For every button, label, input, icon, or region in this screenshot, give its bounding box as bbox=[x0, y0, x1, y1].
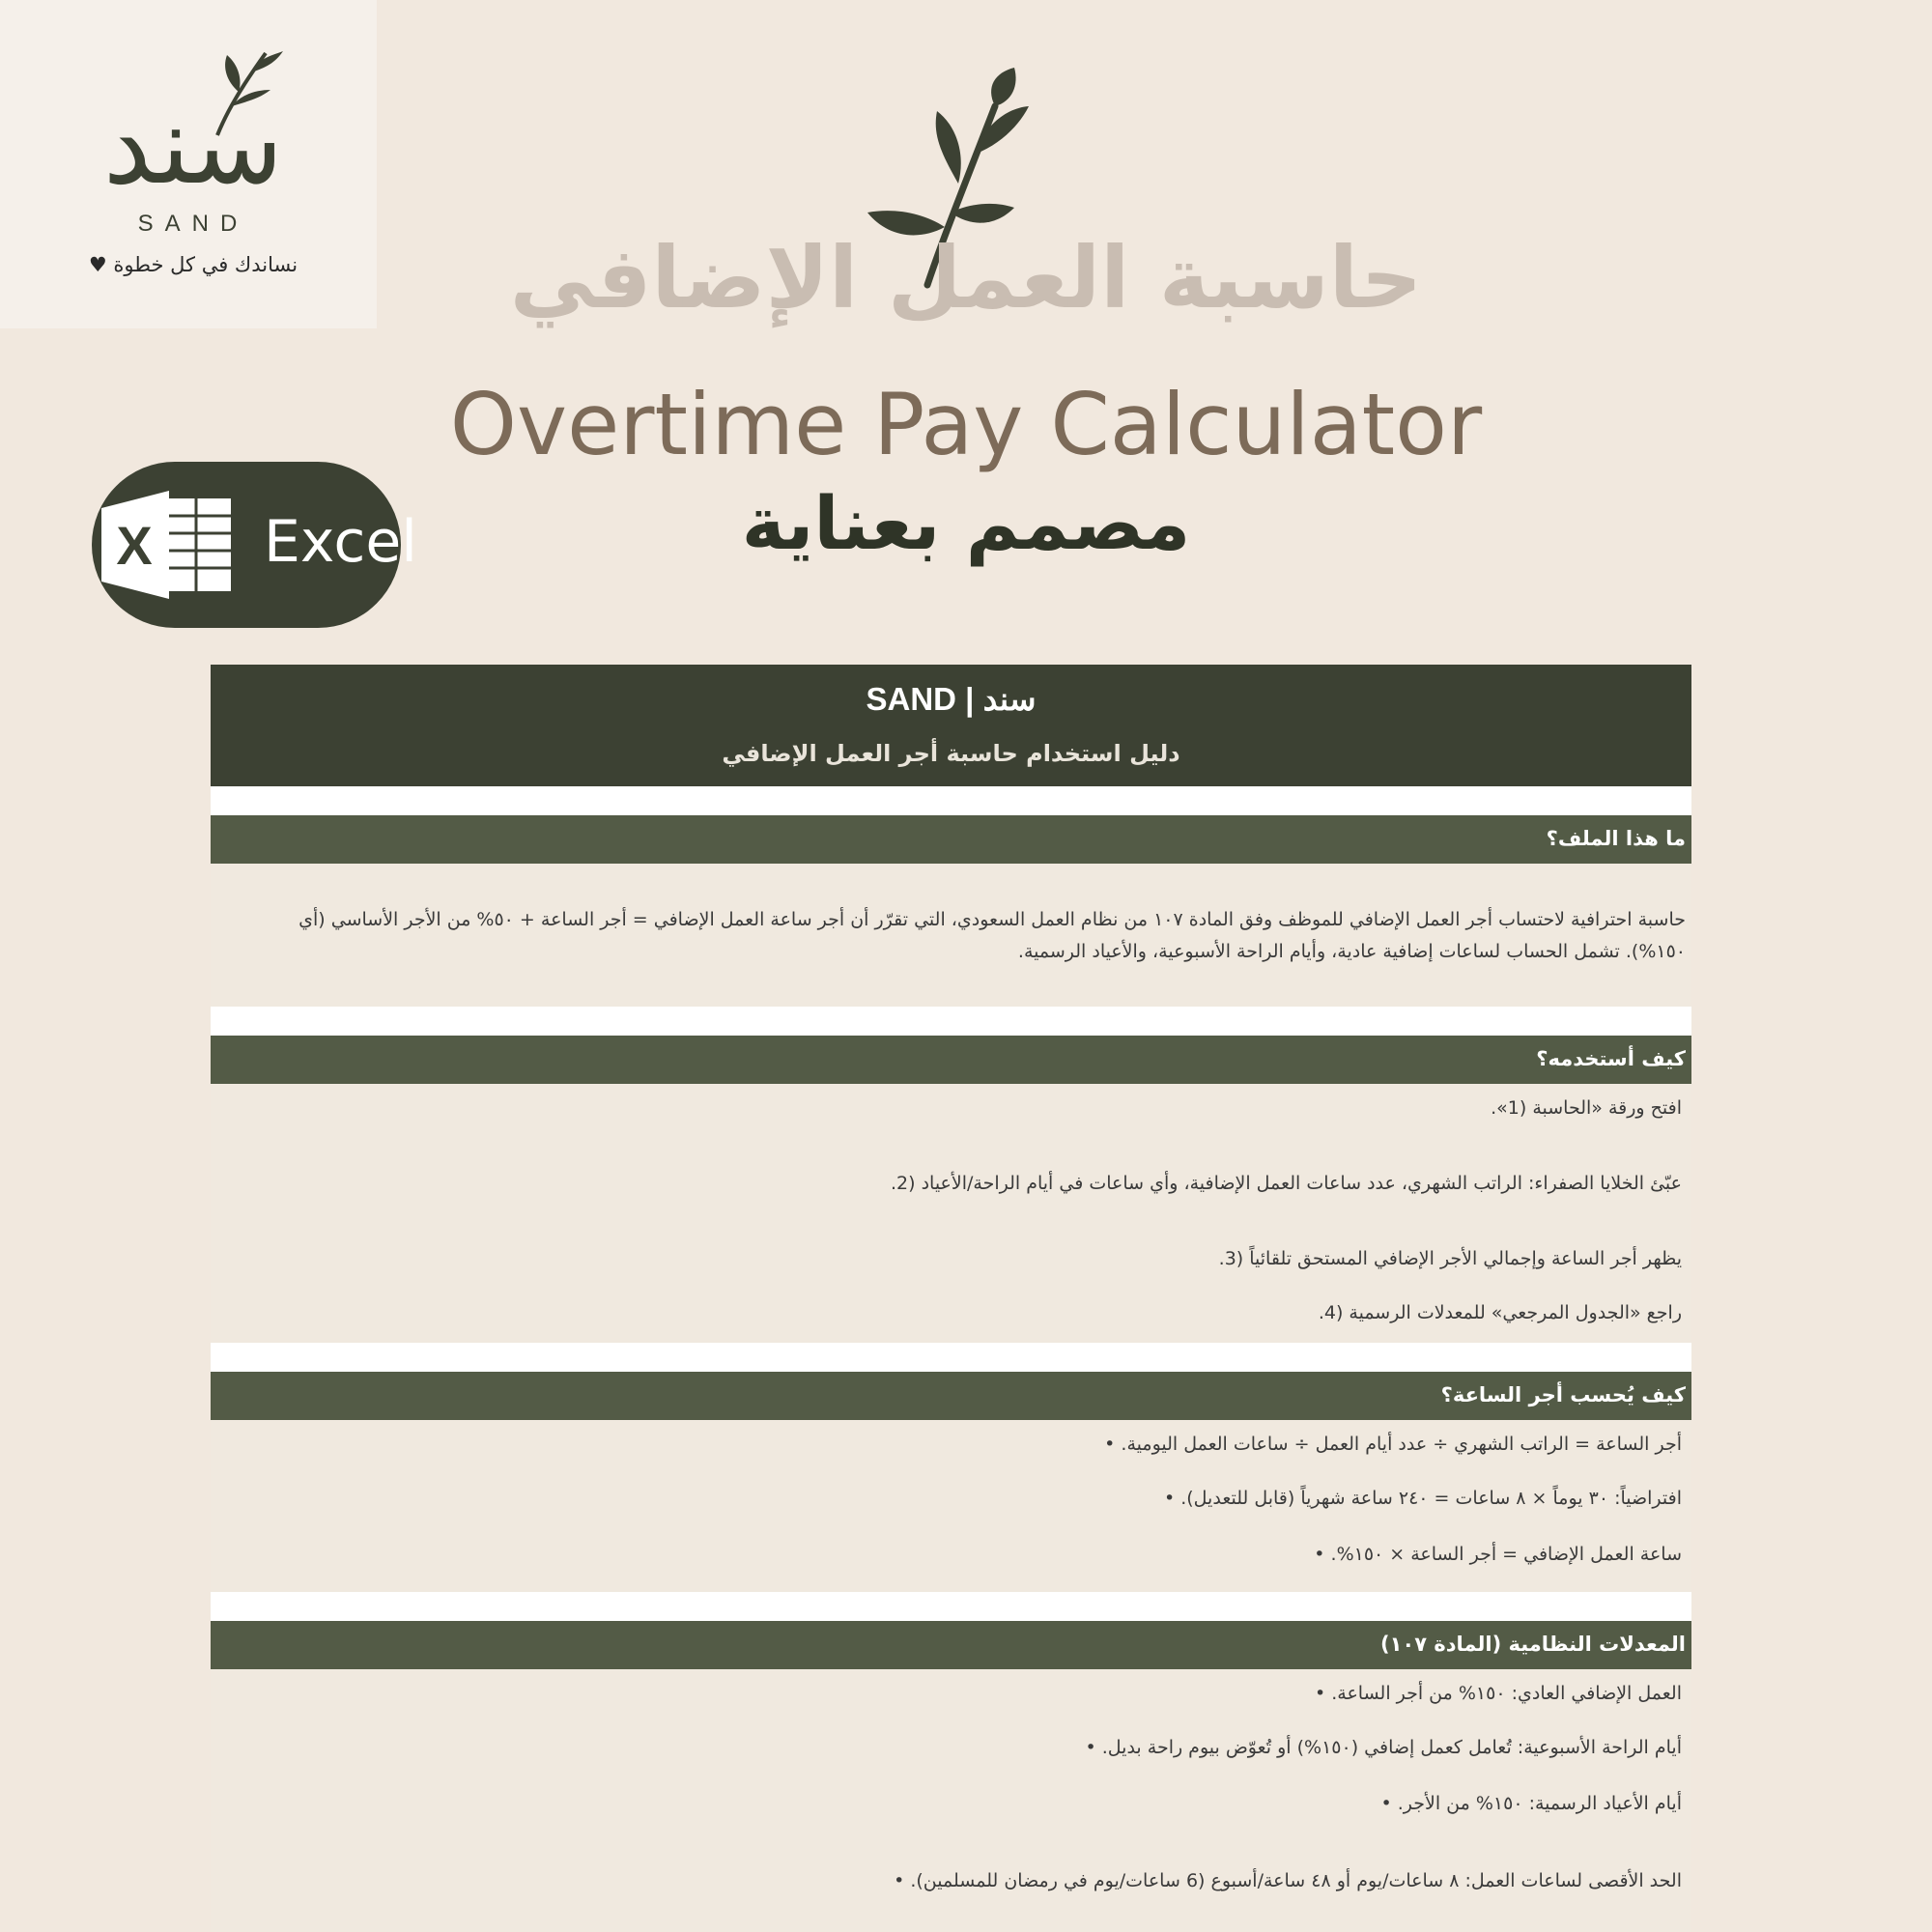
list-item: .عبّئ الخلايا الصفراء: الراتب الشهري، عدد ساعات العمل الإضافية، وأي ساعات في أيام الراحة/الأعياد (2 bbox=[890, 1173, 1682, 1194]
title-arabic: حاسبة العمل الإضافي bbox=[509, 228, 1423, 327]
excel-icon bbox=[101, 491, 285, 599]
list-item: • .%ساعة العمل الإضافي = أجر الساعة × ١٥٠ bbox=[1314, 1544, 1682, 1565]
section-header-how-to-use bbox=[211, 1036, 1691, 1084]
excel-label: Excel bbox=[264, 508, 417, 576]
list-item: .راجع «الجدول المرجعي» للمعدلات الرسمية (4 bbox=[1318, 1302, 1682, 1323]
list-item: • .أجر الساعة = الراتب الشهري ÷ عدد أيام العمل ÷ ساعات العمل اليومية bbox=[1104, 1434, 1682, 1455]
list-item: • .أيام الراحة الأسبوعية: تُعامل كعمل إضافي (١٥٠%) أو تُعوّض بيوم راحة بديل bbox=[1085, 1737, 1682, 1758]
sheet-brand-line: SAND | سند bbox=[866, 681, 1037, 717]
guide-sheet bbox=[211, 665, 1691, 1932]
section-body-hourly-rate bbox=[211, 1420, 1691, 1592]
list-item: • .الحد الأقصى لساعات العمل: ٨ ساعات/يوم أو ٤٨ ساعة/أسبوع (6 ساعات/يوم في رمضان للمسلمين) bbox=[894, 1870, 1682, 1891]
section-body-rates bbox=[211, 1669, 1691, 1932]
list-item: • .العمل الإضافي العادي: ١٥٠% من أجر الساعة bbox=[1314, 1683, 1682, 1704]
section-header-what bbox=[211, 815, 1691, 864]
section-title: المعدلات النظامية (المادة ١٠٧) bbox=[1379, 1633, 1686, 1656]
list-item: • .افتراضياً: ٣٠ يوماً × ٨ ساعات = ٢٤٠ ساعة شهرياً (قابل للتعديل) bbox=[1163, 1488, 1682, 1509]
list-item: .يظهر أجر الساعة وإجمالي الأجر الإضافي المستحق تلقائياً (3 bbox=[1218, 1248, 1682, 1269]
logo-tagline: ♥ نساندك في كل خطوة bbox=[88, 253, 298, 276]
subtitle-arabic: مصمم بعناية bbox=[741, 480, 1191, 566]
logo-english-text: SAND bbox=[137, 211, 249, 237]
logo-arabic-text: سند bbox=[102, 83, 284, 209]
section-header-rates bbox=[211, 1621, 1691, 1669]
section-title: كيف يُحسب أجر الساعة؟ bbox=[1440, 1383, 1686, 1406]
section-title: ما هذا الملف؟ bbox=[1546, 827, 1686, 850]
section-body-how-to-use bbox=[211, 1084, 1691, 1343]
sheet-guide-title: دليل استخدام حاسبة أجر العمل الإضافي bbox=[722, 740, 1180, 767]
excel-badge bbox=[92, 462, 417, 628]
list-item: • .أيام الأعياد الرسمية: ١٥٠% من الأجر bbox=[1380, 1793, 1682, 1814]
section-header-hourly-rate bbox=[211, 1372, 1691, 1420]
section-paragraph: حاسبة احترافية لاحتساب أجر العمل الإضافي للموظف وفق المادة ١٠٧ من نظام العمل السعودي، التي تقرّر أن أجر ساعة العمل الإضافي = أجر الساعة + ٥٠% من الأجر الأساسي (أي ١٥٠%). تشمل الحساب لساعات إضافية عادية، وأيام الراحة الأسبوعية، والأعياد الرسمية. bbox=[298, 909, 1686, 962]
section-title: كيف أستخدمه؟ bbox=[1536, 1047, 1686, 1070]
section-body-what bbox=[211, 864, 1691, 1007]
list-item: .«افتح ورقة «الحاسبة (1 bbox=[1491, 1097, 1682, 1119]
sheet-header bbox=[211, 665, 1691, 786]
excel-icon-letter: X bbox=[116, 515, 153, 576]
title-english: Overtime Pay Calculator bbox=[449, 375, 1483, 474]
